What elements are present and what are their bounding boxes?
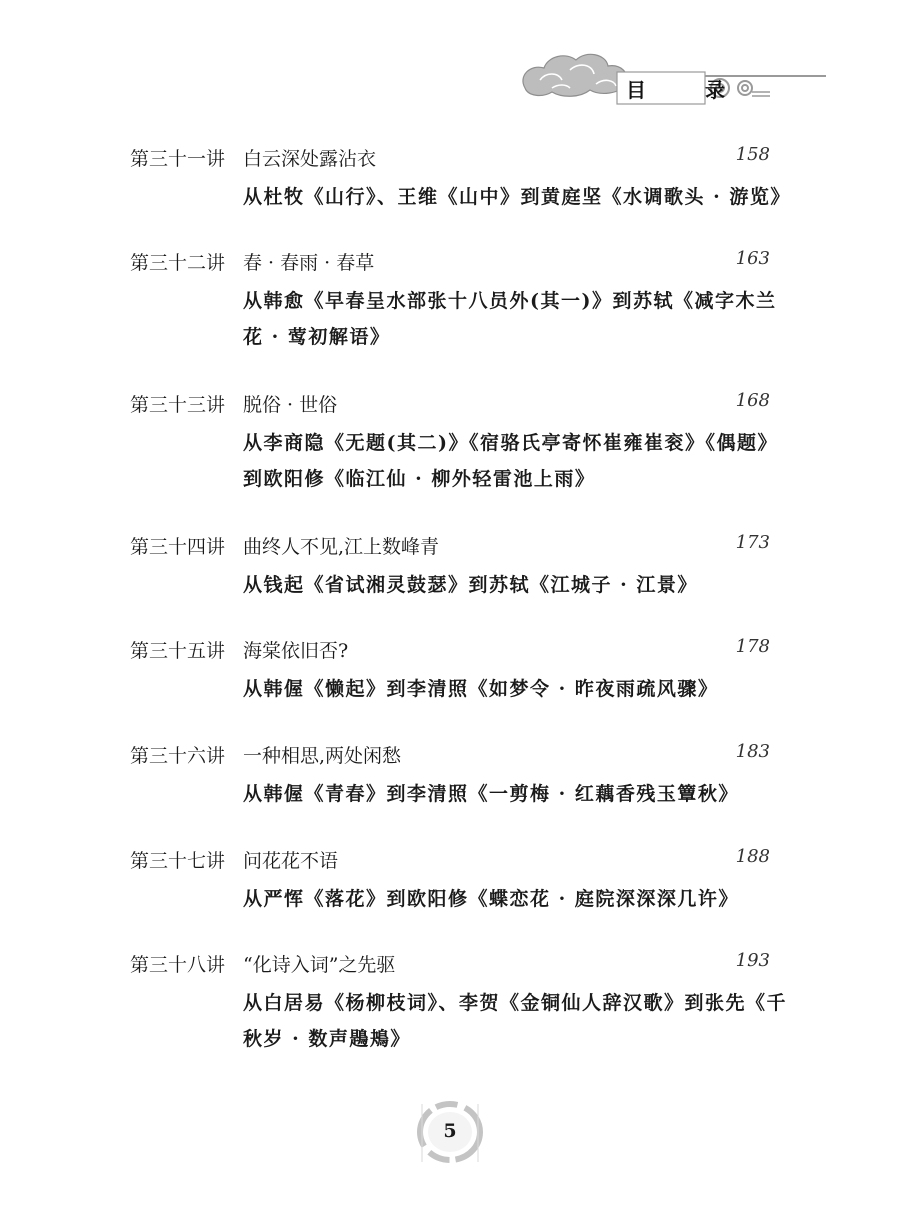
lecture-subtitle [243, 985, 788, 1057]
lecture-title: 脱俗 · 世俗 [243, 394, 338, 416]
lecture-subtitle [243, 881, 773, 917]
lecture-subtitle [243, 179, 791, 215]
lecture-number: 第三十七讲 [130, 850, 226, 872]
lecture-number: 第三十四讲 [130, 536, 226, 558]
section-title: 目 录 [626, 78, 751, 102]
lecture-number: 第三十六讲 [130, 745, 226, 767]
lecture-number: 第三十二讲 [130, 252, 226, 274]
lecture-title: 曲终人不见,江上数峰青 [243, 536, 440, 558]
lecture-number: 第三十八讲 [130, 954, 226, 976]
subtitle-line: 从杜牧《山行》、王维《山中》到黄庭坚《水调歌头 · 游览》 [243, 186, 791, 208]
subtitle-line: 到欧阳修《临江仙 · 柳外轻雷池上雨》 [243, 468, 596, 490]
subtitle-line: 从李商隐《无题(其二)》《宿骆氏亭寄怀崔雍崔衮》《偶题》 [243, 432, 778, 454]
lecture-subtitle [243, 425, 778, 497]
subtitle-line: 从钱起《省试湘灵鼓瑟》到苏轼《江城子 · 江景》 [243, 574, 698, 596]
page-number-footer: 5 [443, 1120, 457, 1142]
page-number: 193 [735, 950, 770, 971]
lecture-subtitle [243, 671, 773, 707]
page-number: 178 [735, 636, 770, 657]
page-number: 158 [735, 144, 770, 165]
subtitle-line: 从白居易《杨柳枝词》、李贺《金铜仙人辞汉歌》到张先《千 [243, 992, 788, 1014]
cloud-ornament-icon [0, 0, 900, 120]
lecture-subtitle [243, 776, 773, 812]
lecture-subtitle [243, 283, 777, 355]
lecture-title: 海棠依旧否? [243, 640, 349, 662]
lecture-title: 问花花不语 [243, 850, 339, 872]
page-number: 168 [735, 390, 770, 411]
lecture-title: 一种相思,两处闲愁 [243, 745, 402, 767]
page-number: 188 [735, 846, 770, 867]
lecture-number: 第三十五讲 [130, 640, 226, 662]
lecture-number: 第三十三讲 [130, 394, 226, 416]
page-header [0, 0, 900, 120]
page-number: 163 [735, 248, 770, 269]
subtitle-line: 从韩偓《懒起》到李清照《如梦令 · 昨夜雨疏风骤》 [243, 678, 719, 700]
page-number: 173 [735, 532, 770, 553]
subtitle-line: 花 · 莺初解语》 [243, 326, 391, 348]
page-footer [412, 1098, 488, 1168]
lecture-subtitle [243, 567, 773, 603]
subtitle-line: 从韩偓《青春》到李清照《一剪梅 · 红藕香残玉簟秋》 [243, 783, 739, 805]
page-number: 183 [735, 741, 770, 762]
subtitle-line: 从韩愈《早春呈水部张十八员外(其一)》到苏轼《减字木兰 [243, 290, 777, 312]
subtitle-line: 秋岁 · 数声鶗鴂》 [243, 1028, 411, 1050]
lecture-title: “化诗入词”之先驱 [243, 954, 396, 976]
lecture-number: 第三十一讲 [130, 148, 226, 170]
subtitle-line: 从严恽《落花》到欧阳修《蝶恋花 · 庭院深深深几许》 [243, 888, 739, 910]
lecture-title: 白云深处露沾衣 [243, 148, 377, 170]
lecture-title: 春 · 春雨 · 春草 [243, 252, 375, 274]
